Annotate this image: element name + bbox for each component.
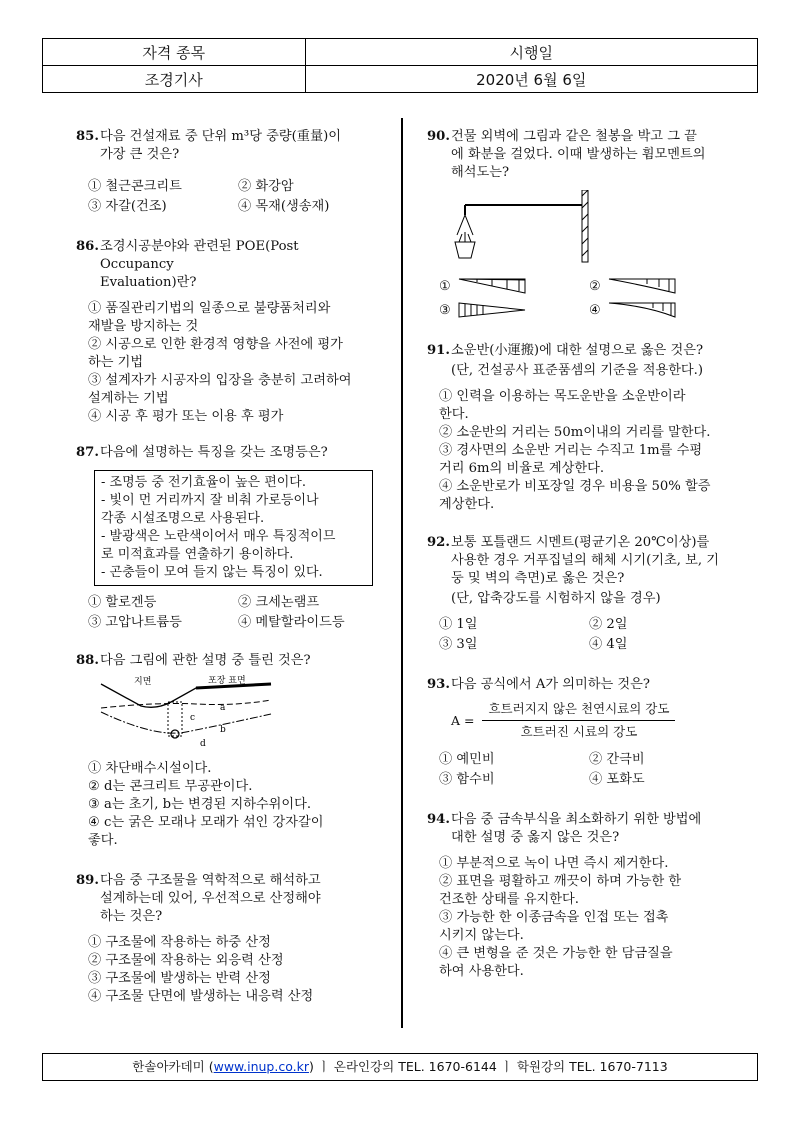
beam-figure [447, 190, 597, 270]
option: ③ 함수비 [439, 772, 495, 787]
option: ② 표면을 평활하고 깨끗이 하며 가능한 한 건조한 상태를 유지한다. [439, 874, 682, 907]
formula-lhs: A = [451, 712, 475, 728]
question-text: 조경시공분야와 관련된 POE(Post Occupancy Evaluation)란? [100, 239, 299, 290]
option: ① 할로겐등 [88, 595, 157, 610]
header-label-subject: 자격 종목 [43, 39, 306, 66]
exam-header [42, 38, 758, 93]
option: ② 간극비 [589, 752, 645, 767]
option: ③ 3일 [439, 637, 478, 652]
option: ① 예민비 [439, 752, 495, 767]
option: ④ 시공 후 평가 또는 이용 후 평가 [88, 409, 284, 424]
box-line: - 조명등 중 전기효율이 높은 편이다. [101, 475, 306, 490]
option: ② 크세논램프 [238, 595, 320, 610]
option-3: ③ [439, 302, 589, 320]
question-number: 89. [76, 873, 99, 888]
question-92 [427, 534, 737, 654]
option: ④ 메탈할라이드등 [238, 615, 345, 630]
header-label-date: 시행일 [305, 39, 757, 66]
question-text: 소운반(小運搬)에 대한 설명으로 옳은 것은? [451, 343, 704, 358]
box-line: - 발광색은 노란색이어서 매우 특징적이므 로 미적효과를 연출하기 용이하다. [101, 529, 336, 562]
option: ④ c는 굵은 모래나 모래가 섞인 강자갈이 좋다. [88, 815, 324, 848]
option: ③ 가능한 한 이종금속을 인접 또는 접촉 시키지 않는다. [439, 910, 669, 943]
option: ① 철근콘크리트 [88, 179, 182, 194]
box-line: - 빛이 먼 거리까지 잘 비춰 가로등이나 각종 시설조명으로 사용된다. [101, 493, 319, 526]
figure-label-a: a [220, 703, 226, 713]
moment-diagram-3 [457, 302, 527, 318]
question-87 [76, 444, 376, 632]
formula-numerator: 흐트러지지 않은 천연시료의 강도 [482, 700, 675, 721]
question-number: 85. [76, 129, 99, 144]
drainage-figure [96, 674, 276, 754]
description-box [94, 470, 373, 586]
moment-diagram-1 [457, 278, 527, 294]
option: ④ 포화도 [589, 772, 645, 787]
option: ① 품질관리기법의 일종으로 불량품처리와 재발을 방지하는 것 [88, 301, 331, 334]
option: ② 화강암 [238, 179, 294, 194]
option: ① 부분적으로 녹이 나면 즉시 제거한다. [439, 856, 669, 871]
figure-label-c: c [190, 713, 196, 723]
option: ③ a는 초기, b는 변경된 지하수위이다. [88, 797, 312, 812]
option-4: ④ [589, 302, 737, 320]
question-text: 다음 건설재료 중 단위 m³당 중량(重量)이 가장 큰 것은? [100, 129, 342, 162]
question-85 [76, 128, 376, 216]
question-90 [427, 128, 737, 320]
option: ③ 고압나트륨등 [88, 615, 182, 630]
question-89 [76, 872, 376, 1006]
option: ① 1일 [439, 617, 478, 632]
right-column [427, 128, 737, 994]
question-86 [76, 238, 376, 426]
formula-denominator: 흐트러진 시료의 강도 [520, 724, 638, 739]
option: ② 구조물에 작용하는 외응력 산정 [88, 953, 284, 968]
question-number: 88. [76, 653, 99, 668]
question-number: 90. [427, 129, 450, 144]
option: ③ 자갈(건조) [88, 199, 167, 214]
option: ① 인력을 이용하는 목도운반을 소운반이라 한다. [439, 389, 686, 422]
option: ② d는 콘크리트 무공관이다. [88, 779, 253, 794]
figure-label-pavement: 포장 표면 [208, 676, 246, 686]
question-number: 91. [427, 343, 450, 358]
figure-label-d: d [200, 739, 206, 749]
question-text: 다음 공식에서 A가 의미하는 것은? [451, 677, 650, 692]
column-divider [401, 118, 403, 1028]
option: ④ 4일 [589, 637, 628, 652]
figure-label-b: b [220, 725, 226, 735]
question-94 [427, 811, 737, 981]
option: ③ 경사면의 소운반 거리는 수직고 1m를 수평 거리 6m의 비율로 계상한다. [439, 443, 703, 476]
option: ② 시공으로 인한 환경적 영향을 사전에 평가 하는 기법 [88, 337, 343, 370]
option: ① 차단배수시설이다. [88, 761, 212, 776]
question-text: 다음에 설명하는 특징을 갖는 조명등은? [100, 445, 328, 460]
figure-label-ground: 지면 [134, 677, 152, 687]
page-footer [42, 1053, 758, 1081]
question-note: (단, 압축강도를 시험하지 않을 경우) [451, 591, 661, 606]
box-line: - 곤충들이 모여 들지 않는 특징이 있다. [101, 565, 323, 580]
footer-contact: ) ㅣ 온라인강의 TEL. 1670-6144 ㅣ 학원강의 TEL. 1670-7113 [308, 1059, 668, 1074]
question-number: 94. [427, 812, 450, 827]
question-text: 보통 포틀랜드 시멘트(평균기온 20℃이상)를 사용한 경우 거푸집널의 해체 시기(기초, 보, 기 둥 및 벽의 측면)로 옳은 것은? [451, 535, 719, 586]
question-text: 건물 외벽에 그림과 같은 철봉을 박고 그 끝 에 화분을 걸었다. 이때 발생하는 휨모멘트의 해석도는? [451, 129, 706, 180]
option-2: ② [589, 278, 737, 296]
header-subject: 조경기사 [43, 66, 306, 93]
question-text: 다음 그림에 관한 설명 중 틀린 것은? [100, 653, 311, 668]
option-1: ① [439, 278, 589, 296]
question-number: 87. [76, 445, 99, 460]
question-91 [427, 342, 737, 514]
moment-diagram-4 [607, 302, 677, 318]
question-text: 다음 중 금속부식을 최소화하기 위한 방법에 대한 설명 중 옳지 않은 것은? [451, 812, 702, 845]
question-number: 86. [76, 239, 99, 254]
option: ② 소운반의 거리는 50m이내의 거리를 말한다. [439, 425, 711, 440]
footer-website-link[interactable]: www.inup.co.kr [213, 1059, 309, 1074]
option: ② 2일 [589, 617, 628, 632]
option: ① 구조물에 작용하는 하중 산정 [88, 935, 271, 950]
footer-academy: 한솔아카데미 ( [132, 1059, 214, 1074]
question-number: 93. [427, 677, 450, 692]
formula [451, 700, 737, 741]
left-column [76, 128, 376, 1019]
option: ④ 큰 변형을 준 것은 가능한 한 담금질을 하여 사용한다. [439, 946, 673, 979]
option: ③ 구조물에 발생하는 반력 산정 [88, 971, 271, 986]
header-date: 2020년 6월 6일 [305, 66, 757, 93]
moment-diagram-2 [607, 278, 677, 294]
question-93 [427, 676, 737, 789]
question-88 [76, 652, 376, 850]
option: ④ 소운반로가 비포장일 경우 비용을 50% 할증 계상한다. [439, 479, 711, 512]
option: ④ 구조물 단면에 발생하는 내응력 산정 [88, 989, 314, 1004]
question-number: 92. [427, 535, 450, 550]
option: ④ 목재(생송재) [238, 199, 330, 214]
option: ③ 설계자가 시공자의 입장을 충분히 고려하여 설계하는 기법 [88, 373, 352, 406]
question-text: 다음 중 구조물을 역학적으로 해석하고 설계하는데 있어, 우선적으로 산정해야 하는 것은? [100, 873, 321, 924]
question-note: (단, 건설공사 표준품셈의 기준을 적용한다.) [451, 363, 704, 378]
